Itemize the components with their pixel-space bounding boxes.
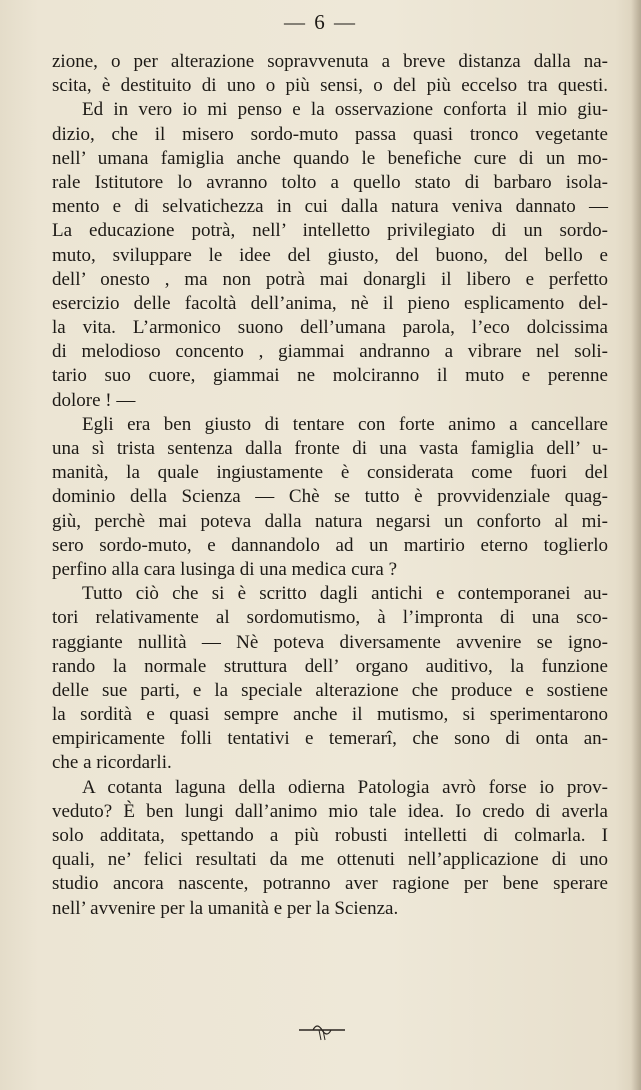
text-line: delle sue parti, e la speciale alterazione che produce e sostiene xyxy=(52,679,608,701)
text-line: solo additata, spettando a più robusti intelletti di colmarla. I xyxy=(52,825,608,846)
text-line: mento e di selvatichezza in cui dalla natura veniva dannato — xyxy=(52,196,608,218)
text-line: Tutto ciò che si è scritto dagli antichi e contemporanei au- xyxy=(82,583,608,605)
text-line: dizio, che il misero sordo-muto passa quasi tronco vegetante xyxy=(52,123,608,145)
text-line: che a ricordarli. xyxy=(52,752,172,774)
text-line: quali, ne’ felici resultati da me ottenuti nell’applicazione di uno xyxy=(52,849,608,871)
text-line: dell’ onesto , ma non potrà mai donargli il libero e perfetto xyxy=(52,268,608,290)
text-line: Egli era ben giusto di tentare con forte animo a cancellare xyxy=(82,413,608,435)
page-number-header: — 6 — xyxy=(284,10,357,34)
text-line: di melodioso concento , giammai andranno a vibrare nel soli- xyxy=(52,341,608,363)
text-line: La educazione potrà, nell’ intelletto privilegiato di un sordo- xyxy=(52,220,608,242)
text-line: esercizio delle facoltà dell’anima, nè il pieno esplicamento del- xyxy=(52,292,608,314)
text-line: raggiante nullità — Nè poteva diversamente avvenire se igno- xyxy=(52,631,608,653)
text-line: A cotanta laguna della odierna Patologia avrò forse io prov- xyxy=(82,776,608,798)
text-line: sero sordo-muto, e dannandolo ad un martirio eterno toglierlo xyxy=(52,534,608,556)
text-line: scita, è destituito di uno o più sensi, o del più eccelso tra questi. xyxy=(52,75,608,97)
text-line: tario suo cuore, giammai ne molciranno il muto e perenne xyxy=(52,365,608,387)
text-line: tori relativamente al sordomutismo, à l’impronta di una sco- xyxy=(52,607,608,629)
page-edge-shadow xyxy=(631,0,641,1090)
text-line: perfino alla cara lusinga di una medica cura ? xyxy=(52,558,397,580)
text-line: una sì trista sentenza dalla fronte di una vasta famiglia dell’ u- xyxy=(52,438,608,459)
text-line: nell’ avvenire per la umanità e per la Scienza. xyxy=(52,897,399,919)
text-line: giù, perchè mai poteva dalla natura negarsi un conforto al mi- xyxy=(52,510,608,532)
text-line: rale Istitutore lo avranno tolto a quello stato di barbaro isola- xyxy=(52,171,608,193)
text-line: nell’ umana famiglia anche quando le benefiche cure di un mo- xyxy=(52,147,608,169)
text-line: la vita. L’armonico suono dell’umana parola, l’eco dolcissima xyxy=(52,317,608,339)
text-line: rando la normale struttura dell’ organo auditivo, la funzione xyxy=(52,655,608,677)
body-text xyxy=(52,50,608,921)
tailpiece-ornament xyxy=(297,1020,347,1042)
text-line: Ed in vero io mi penso e la osservazione conforta il mio giu- xyxy=(82,99,608,121)
text-line: dolore ! — xyxy=(52,389,136,411)
text-line: muto, sviluppare le idee del giusto, del buono, del bello e xyxy=(52,244,608,266)
text-line: studio ancora nascente, potranno aver ragione per bene sperare xyxy=(52,873,608,895)
text-line: dominio della Scienza — Chè se tutto è provvidenziale quag- xyxy=(52,486,608,508)
text-line: veduto? È ben lungi dall’animo mio tale idea. Io credo di averla xyxy=(52,800,608,822)
text-line: zione, o per alterazione sopravvenuta a breve distanza dalla na- xyxy=(52,51,608,72)
text-line: empiricamente folli tentativi e temerarî, che sono di onta an- xyxy=(52,728,608,750)
text-line: manità, la quale ingiustamente è considerata come fuori del xyxy=(52,462,608,484)
text-line: la sordità e quasi sempre anche il mutismo, si sperimentarono xyxy=(52,704,608,726)
